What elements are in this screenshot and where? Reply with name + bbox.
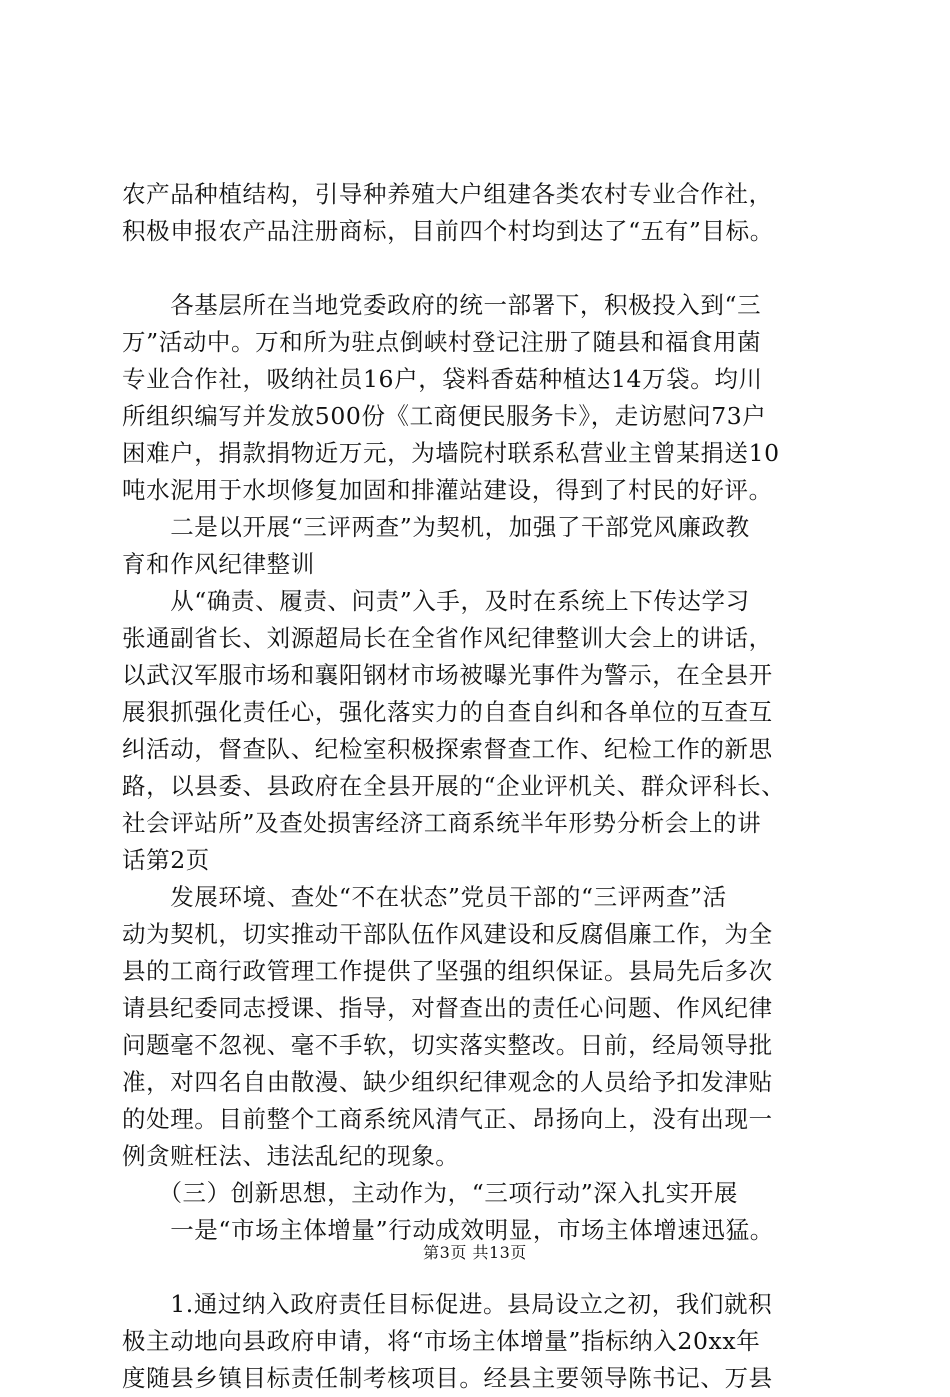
text-line: 积极申报农产品注册商标，目前四个村均到达了“五有”目标。: [122, 217, 774, 245]
page-number: 第3页 共13页: [423, 1243, 527, 1262]
text-line: 以武汉军服市场和襄阳钢材市场被曝光事件为警示，在全县开: [122, 661, 773, 689]
text-line: 极主动地向县政府申请，将“市场主体增量”指标纳入20xx年: [122, 1327, 761, 1355]
text-line: 问题毫不忽视、毫不手软，切实落实整改。日前，经局领导批: [122, 1031, 773, 1059]
text-line: 一是“市场主体增量”行动成效明显，市场主体增速迅猛。: [122, 1216, 774, 1244]
text-line: 发展环境、查处“不在状态”党员干部的“三评两查”活: [122, 883, 727, 911]
paragraph-gap: [122, 250, 848, 287]
text-line: 1.通过纳入政府责任目标促进。县局设立之初，我们就积: [122, 1290, 773, 1318]
text-line: 困难户，捐款捐物近万元，为墙院村联系私营业主曾某捐送10: [122, 439, 780, 467]
text-line: 县的工商行政管理工作提供了坚强的组织保证。县局先后多次: [122, 957, 773, 985]
body-text: [122, 176, 848, 1397]
text-line: 吨水泥用于水坝修复加固和排灌站建设，得到了村民的好评。: [122, 476, 773, 504]
text-line: 度随县乡镇目标责任制考核项目。经县主要领导陈书记、万县: [122, 1364, 773, 1392]
text-line: 路，以县委、县政府在全县开展的“企业评机关、群众评科长、: [122, 772, 786, 800]
text-line: 所组织编写并发放500份《工商便民服务卡》，走访慰问73户: [122, 402, 767, 430]
text-line: 纠活动，督查队、纪检室积极探索督查工作、纪检工作的新思: [122, 735, 773, 763]
text-line: 万”活动中。万和所为驻点倒峡村登记注册了随县和福食用菌: [122, 328, 762, 356]
text-line: 动为契机，切实推动干部队伍作风建设和反腐倡廉工作，为全: [122, 920, 773, 948]
text-line: （三）创新思想，主动作为，“三项行动”深入扎实开展: [122, 1179, 738, 1207]
text-line: 展狠抓强化责任心，强化落实力的自查自纠和各单位的互查互: [122, 698, 773, 726]
text-line: 农产品种植结构，引导种养殖大户组建各类农村专业合作社，: [122, 180, 773, 208]
text-line: 准，对四名自由散漫、缺少组织纪律观念的人员给予扣发津贴: [122, 1068, 773, 1096]
page-footer: [0, 1243, 950, 1263]
text-line: 从“确责、履责、问责”入手，及时在系统上下传达学习: [122, 587, 750, 615]
text-line: 专业合作社，吸纳社员16户，袋料香菇种植达14万袋。均川: [122, 365, 763, 393]
text-line: 社会评站所”及查处损害经济工商系统半年形势分析会上的讲: [122, 809, 762, 837]
text-line: 的处理。目前整个工商系统风清气正、昂扬向上，没有出现一: [122, 1105, 773, 1133]
text-line: 张通副省长、刘源超局长在全省作风纪律整训大会上的讲话，: [122, 624, 773, 652]
text-line: 例贪赃枉法、违法乱纪的现象。: [122, 1142, 460, 1170]
text-line: 育和作风纪律整训: [122, 550, 315, 578]
text-line: 话第2页: [122, 846, 210, 874]
text-line: 各基层所在当地党委政府的统一部署下，积极投入到“三: [122, 291, 762, 319]
text-line: 请县纪委同志授课、指导，对督查出的责任心问题、作风纪律: [122, 994, 773, 1022]
text-line: 二是以开展“三评两查”为契机，加强了干部党风廉政教: [122, 513, 750, 541]
